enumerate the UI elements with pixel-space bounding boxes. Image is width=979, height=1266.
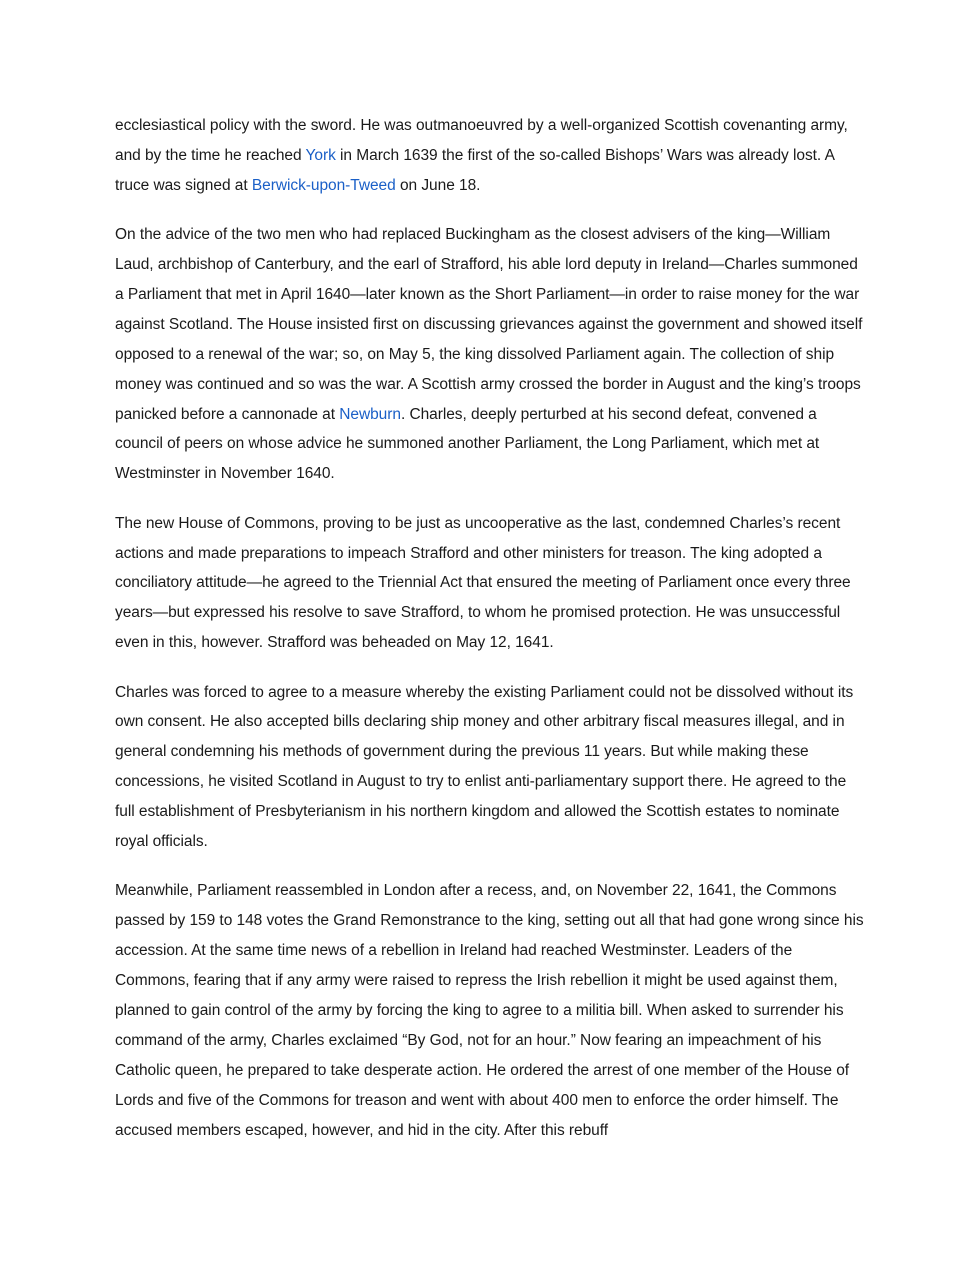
link-berwick-upon-tweed[interactable]: Berwick-upon-Tweed — [251, 176, 396, 194]
paragraph-text: . Charles, deeply perturbed at his second defeat, convened a council of peers on whose advice he summoned another Parliament, the Long Parliament, which met at Westminster in November 1640. — [115, 405, 820, 483]
paragraph-text: in March 1639 the first of the so-called Bishops’ Wars was already lost. A truce was signed at — [115, 146, 835, 194]
link-newburn[interactable]: Newburn — [339, 405, 401, 423]
paragraph-1 — [115, 111, 867, 201]
paragraph-text: ecclesiastical policy with the sword. He was outmanoeuvred by a well-organized Scottish covenanting army, and by the time he reached — [115, 117, 848, 164]
article-body — [115, 111, 867, 1165]
link-york[interactable]: York — [305, 146, 336, 164]
paragraph-2 — [115, 220, 867, 489]
paragraph-3 — [115, 509, 867, 659]
paragraph-text: Meanwhile, Parliament reassembled in London after a recess, and, on November 22, 1641, the Commons passed by 159 to 148 votes the Grand Remonstrance to the king, setting out all that had gone wrong since his accession. At the same time news of a rebellion in Ireland had reached Westminster. Leaders of the Commons, fearing that if any army were raised to repress the Irish rebellion it might be used against them, planned to gain control of the army by forcing the king to agree to a militia bill. When asked to surrender his command of the army, Charles exclaimed “By God, not for an hour.” Now fearing an impeachment of his Catholic queen, he prepared to take desperate action. He ordered the arrest of one member of the House of Lords and five of the Commons for treason and went with about 400 men to enforce the order himself. The accused members escaped, however, and hid in the city. After this rebuff — [115, 882, 864, 1139]
paragraph-text: The new House of Commons, proving to be just as uncooperative as the last, condemned Charles’s recent actions and made preparations to impeach Strafford and other ministers for treason. The king adopted a conciliatory attitude—he agreed to the Triennial Act that ensured the meeting of Parliament once every three years—but expressed his resolve to save Strafford, to whom he promised protection. He was unsuccessful even in this, however. Strafford was beheaded on May 12, 1641. — [115, 514, 851, 652]
paragraph-5 — [115, 876, 867, 1145]
paragraph-4 — [115, 678, 867, 857]
paragraph-text: Charles was forced to agree to a measure whereby the existing Parliament could not be dissolved without its own consent. He also accepted bills declaring ship money and other arbitrary fiscal measures illegal, and in general condemning his methods of government during the previous 11 years. But while making these concessions, he visited Scotland in August to try to enlist anti-parliamentary support there. He agreed to the full establishment of Presbyterianism in his northern kingdom and allowed the Scottish estates to nominate royal officials. — [115, 683, 854, 851]
paragraph-text: On the advice of the two men who had replaced Buckingham as the closest advisers of the king—William Laud, archbishop of Canterbury, and the earl of Strafford, his able lord deputy in Ireland—Charles summoned a Parliament that met in April 1640—later known as the Short Parliament—in order to raise money for the war against Scotland. The House insisted first on discussing grievances against the government and showed itself opposed to a renewal of the war; so, on May 5, the king dissolved Parliament again. The collection of ship money was continued and so was the war. A Scottish army crossed the border in August and the king’s troops panicked before a cannonade at — [115, 226, 863, 423]
paragraph-text: on June 18. — [395, 176, 481, 194]
